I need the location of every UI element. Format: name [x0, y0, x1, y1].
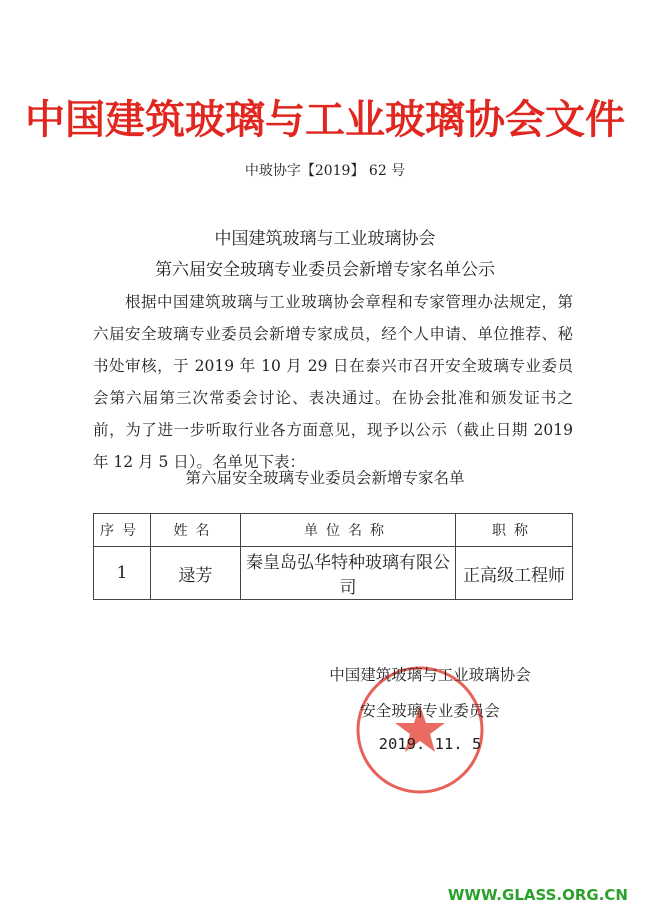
header-title: 职称 [456, 514, 573, 547]
cell-name: 逯芳 [151, 547, 241, 600]
table-row [94, 547, 573, 600]
header-name: 姓名 [151, 514, 241, 547]
header-unit: 单位名称 [241, 514, 456, 547]
table-title: 第六届安全玻璃专业委员会新增专家名单 [185, 469, 465, 487]
signature-date: 2019. 11. 5 [378, 735, 482, 753]
table-header-row [94, 514, 573, 547]
document-title: 中国建筑玻璃与工业玻璃协会文件 [25, 96, 625, 143]
cell-title: 正高级工程师 [456, 547, 573, 600]
expert-table [93, 513, 573, 600]
cell-index: 1 [94, 547, 151, 600]
header-index: 序号 [94, 514, 151, 547]
signature-committee: 安全玻璃专业委员会 [360, 702, 500, 720]
heading-org: 中国建筑玻璃与工业玻璃协会 [214, 229, 436, 249]
cell-unit: 秦皇岛弘华特种玻璃有限公司 [241, 547, 456, 600]
signature-org: 中国建筑玻璃与工业玻璃协会 [329, 666, 531, 684]
document-number: 中玻协字【2019】 62 号 [244, 163, 406, 179]
body-text: 根据中国建筑玻璃与工业玻璃协会章程和专家管理办法规定，第六届安全玻璃专业委员会新增专家成员，经个人申请、单位推荐、秘书处审核，于 2019 年 10 月 29 日在泰兴市召开安全玻璃专业委员会第六届第三次常委会讨论、表决通过。在协会批准和颁发证书之前，为了进一步听取行业各方面意见，现予以公示（截止日期 2019 年 12 月 5 日）。名单见下表： [93, 293, 573, 471]
heading-subject: 第六届安全玻璃专业委员会新增专家名单公示 [155, 260, 495, 280]
website-footer: WWW.GLASS.ORG.CN [447, 886, 628, 904]
